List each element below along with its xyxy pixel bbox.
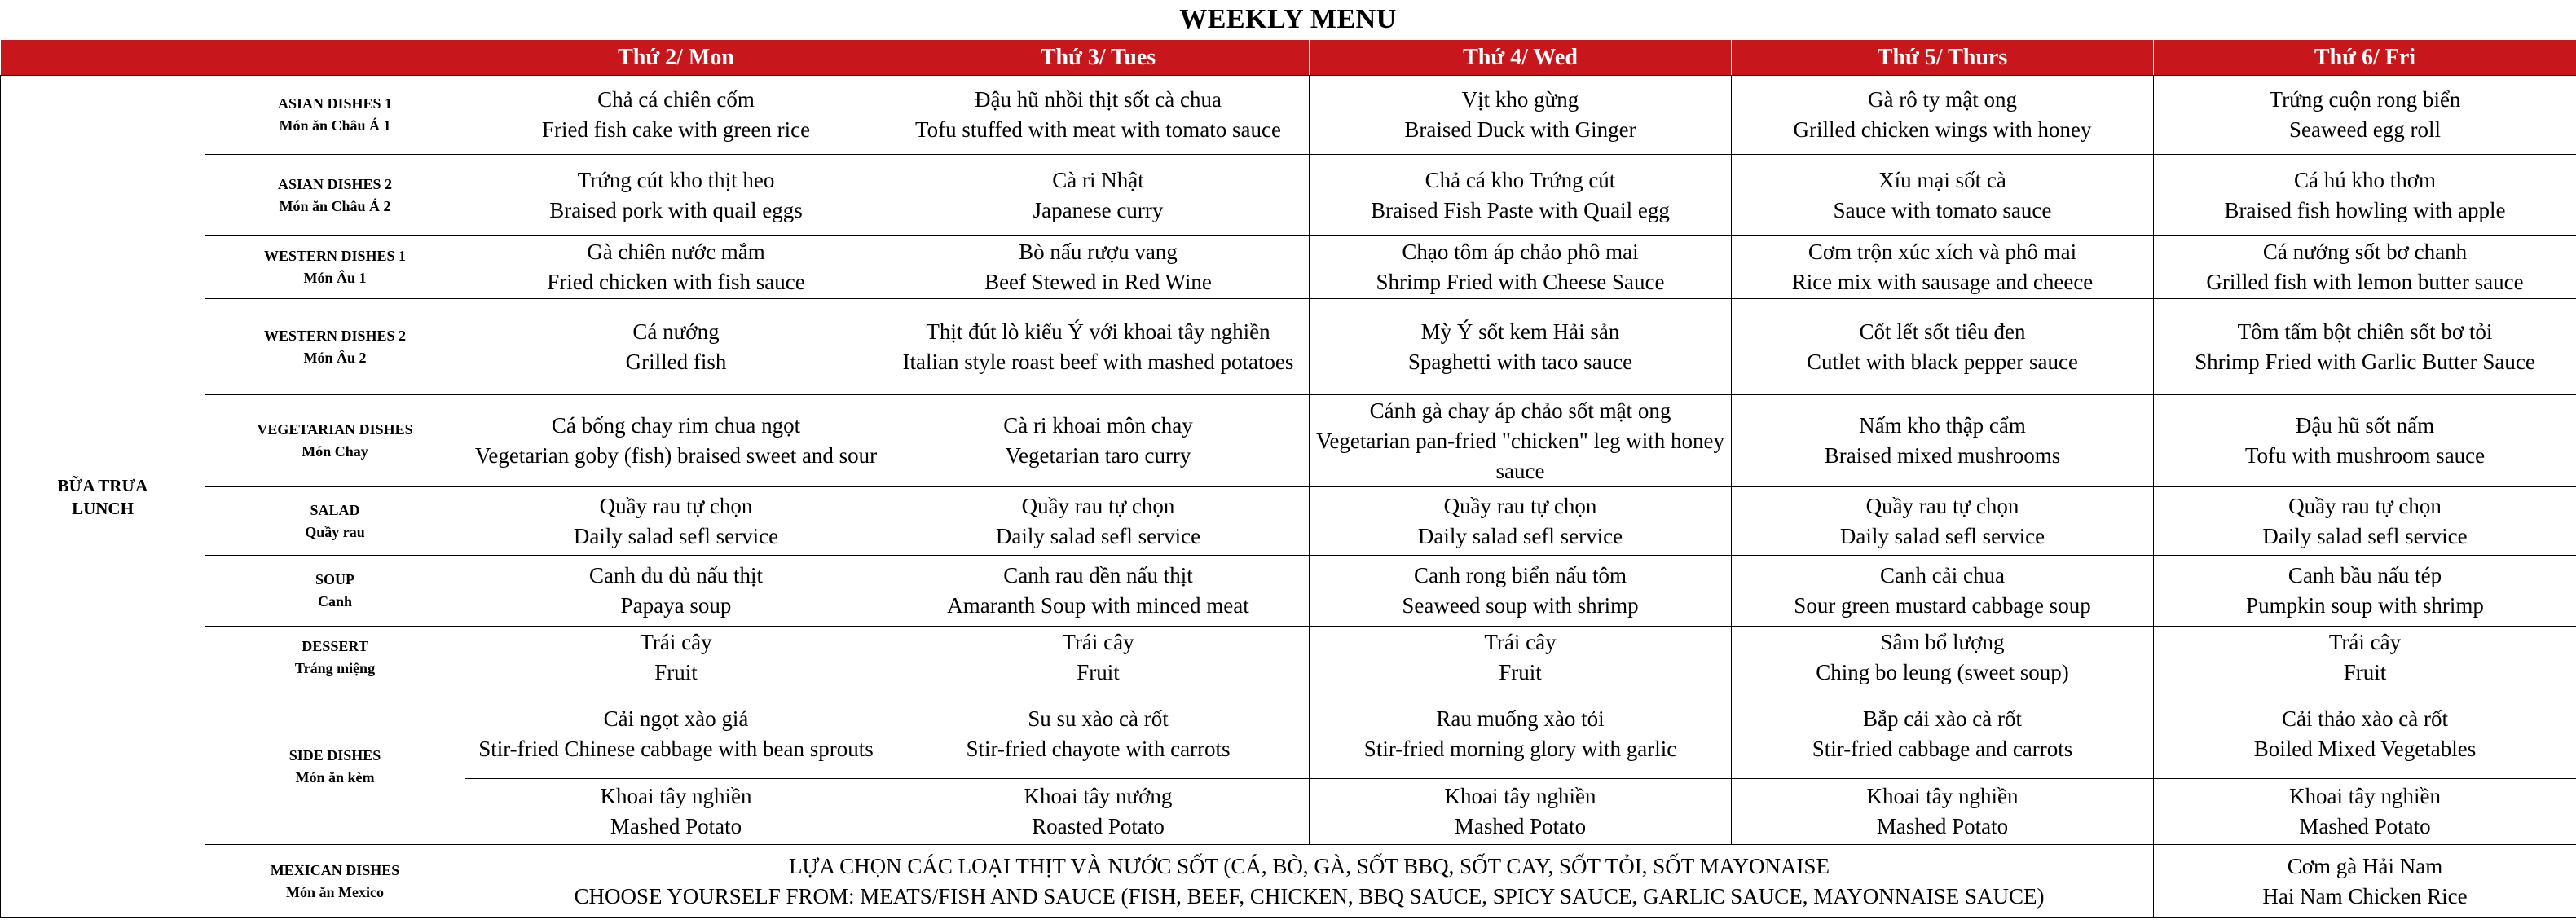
category-en: VEGETARIAN DISHES <box>257 421 413 438</box>
dish-vi: Cải ngọt xào giá <box>603 706 749 731</box>
dish-cell <box>465 299 887 395</box>
menu-row-salad <box>1 487 2576 556</box>
dish-en: Amaranth Soup with minced meat <box>947 593 1249 618</box>
dish-cell <box>2154 845 2576 918</box>
dish-cell <box>2154 236 2576 299</box>
dish-cell <box>2154 395 2576 487</box>
dish-en: Mashed Potato <box>1876 814 2009 838</box>
dish-en: Hai Nam Chicken Rice <box>2262 883 2468 909</box>
dish-en: Italian style roast beef with mashed potatoes <box>902 349 1294 374</box>
dish-en: Vegetarian pan-fried "chicken" leg with honey sauce <box>1315 428 1725 483</box>
dish-en: Braised fish howling with apple <box>2224 197 2506 222</box>
dish-vi: Cà ri Nhật <box>1052 167 1144 192</box>
dish-cell <box>887 76 1310 155</box>
dish-cell <box>887 556 1310 627</box>
dish-vi: Canh bầu nấu tép <box>2288 563 2442 587</box>
dish-vi: Tôm tẩm bột chiên sốt bơ tỏi <box>2237 319 2493 344</box>
dish-cell <box>887 779 1310 845</box>
category-cell <box>205 487 465 556</box>
category-en: MEXICAN DISHES <box>270 861 400 878</box>
category-cell <box>205 299 465 395</box>
dish-vi: Cá nướng <box>632 319 720 344</box>
dish-en: Sour green mustard cabbage soup <box>1794 593 2091 618</box>
dish-vi: Rau muống xào tỏi <box>1436 706 1605 731</box>
dish-cell <box>887 627 1310 689</box>
dish-cell <box>1732 779 2154 845</box>
dish-vi: Trứng cút kho thịt heo <box>577 167 775 192</box>
dish-cell <box>1310 779 1732 845</box>
menu-row-western-1 <box>1 236 2576 299</box>
day-header-thu: Thứ 5/ Thurs <box>1732 40 2154 76</box>
dish-cell <box>1732 236 2154 299</box>
category-vi: Món ăn kèm <box>295 769 375 785</box>
dish-vi: Gà rô ty mật ong <box>1868 87 2017 112</box>
dish-cell <box>1732 627 2154 689</box>
dish-cell <box>1310 487 1732 556</box>
dish-en: Braised mixed mushrooms <box>1824 443 2061 468</box>
dish-vi: Trái cây <box>640 630 712 654</box>
dish-cell <box>2154 556 2576 627</box>
dish-vi: Cơm gà Hải Nam <box>2287 853 2443 878</box>
dish-cell <box>465 487 887 556</box>
dish-cell <box>1732 487 2154 556</box>
dish-en: Mashed Potato <box>1454 814 1587 838</box>
mexican-merged-vi: LỰA CHỌN CÁC LOẠI THỊT VÀ NƯỚC SỐT (CÁ, BÒ, GÀ, SỐT BBQ, SỐT CAY, SỐT TỎI, SỐT MAYONAISE <box>788 853 1830 878</box>
menu-row-dessert <box>1 627 2576 689</box>
dish-cell <box>465 627 887 689</box>
category-cell <box>205 627 465 689</box>
dish-cell <box>1732 76 2154 155</box>
dish-vi: Trái cây <box>1484 630 1557 654</box>
dish-vi: Canh cải chua <box>1880 563 2005 587</box>
dish-en: Stir-fried cabbage and carrots <box>1812 736 2073 761</box>
dish-en: Pumpkin soup with shrimp <box>2246 593 2484 618</box>
dish-vi: Quầy rau tự chọn <box>1021 493 1175 518</box>
dish-en: Boiled Mixed Vegetables <box>2253 736 2477 761</box>
dish-en: Stir-fried chayote with carrots <box>966 736 1231 761</box>
dish-vi: Chạo tôm áp chảo phô mai <box>1402 240 1639 264</box>
category-vi: Món Âu 2 <box>303 349 367 366</box>
dish-en: Mashed Potato <box>2299 814 2431 838</box>
category-cell <box>205 556 465 627</box>
dish-vi: Đậu hũ nhồi thịt sốt cà chua <box>975 87 1222 112</box>
dish-cell <box>465 395 887 487</box>
dish-cell <box>887 395 1310 487</box>
dish-en: Braised Fish Paste with Quail egg <box>1371 197 1670 222</box>
day-header-fri: Thứ 6/ Fri <box>2154 40 2576 76</box>
dish-vi: Khoai tây nghiền <box>2289 784 2441 808</box>
category-en: SOUP <box>315 571 354 587</box>
dish-cell <box>2154 779 2576 845</box>
dish-en: Braised Duck with Ginger <box>1404 117 1636 142</box>
dish-en: Ching bo leung (sweet soup) <box>1816 660 2069 684</box>
dish-cell <box>1310 299 1732 395</box>
dish-en: Braised pork with quail eggs <box>549 197 803 222</box>
menu-title: WEEKLY MENU <box>1179 4 1397 34</box>
dish-cell <box>2154 299 2576 395</box>
dish-cell <box>2154 76 2576 155</box>
dish-cell <box>465 76 887 155</box>
category-vi: Canh <box>317 593 353 609</box>
dish-cell <box>887 487 1310 556</box>
dish-vi: Trái cây <box>2328 630 2402 654</box>
dish-en: Vegetarian goby (fish) braised sweet and sour <box>474 443 878 468</box>
dish-en: Vegetarian taro curry <box>1005 443 1191 468</box>
dish-vi: Khoai tây nghiền <box>1444 784 1596 808</box>
dish-vi: Mỳ Ý sốt kem Hải sản <box>1420 319 1620 344</box>
dish-cell <box>1732 299 2154 395</box>
dish-en: Roasted Potato <box>1032 814 1165 838</box>
dish-cell <box>1732 556 2154 627</box>
category-cell <box>205 395 465 487</box>
category-cell <box>205 236 465 299</box>
dish-en: Japanese curry <box>1033 197 1164 222</box>
category-en: ASIAN DISHES 2 <box>277 175 393 192</box>
menu-row-asian-2 <box>1 155 2576 236</box>
category-vi: Quầy rau <box>305 523 365 540</box>
dish-vi: Quầy rau tự chọn <box>1865 493 2019 518</box>
dish-en: Daily salad sefl service <box>995 523 1201 548</box>
dish-en: Shrimp Fried with Cheese Sauce <box>1376 270 1665 294</box>
category-en: SALAD <box>310 501 360 518</box>
dish-cell <box>465 155 887 236</box>
category-cell <box>205 689 465 845</box>
category-cell <box>205 845 465 918</box>
dish-vi: Canh rau dền nấu thịt <box>1003 563 1193 587</box>
dish-en: Sauce with tomato sauce <box>1833 197 2052 222</box>
dish-vi: Đậu hũ sốt nấm <box>2295 413 2435 438</box>
dish-en: Fruit <box>1077 660 1120 684</box>
dish-en: Daily salad sefl service <box>2262 523 2468 548</box>
dish-en: Stir-fried morning glory with garlic <box>1363 736 1677 761</box>
dish-vi: Khoai tây nghiền <box>1866 784 2019 808</box>
dish-en: Fruit <box>1499 660 1542 684</box>
dish-en: Grilled fish with lemon butter sauce <box>2206 270 2524 294</box>
category-cell <box>205 76 465 155</box>
dish-cell <box>465 689 887 779</box>
dish-cell <box>1310 76 1732 155</box>
menu-row-side-1 <box>1 689 2576 779</box>
day-header-wed: Thứ 4/ Wed <box>1310 40 1732 76</box>
day-header-mon: Thứ 2/ Mon <box>465 40 887 76</box>
dish-vi: Xíu mại sốt cà <box>1878 167 2006 192</box>
menu-row-vegetarian <box>1 395 2576 487</box>
category-cell <box>205 155 465 236</box>
dish-vi: Quầy rau tự chọn <box>1443 493 1597 518</box>
dish-cell <box>1310 155 1732 236</box>
dish-cell <box>1732 395 2154 487</box>
meal-label-en: LUNCH <box>72 498 134 518</box>
dish-cell <box>887 236 1310 299</box>
dish-cell <box>887 299 1310 395</box>
mexican-merged-en: CHOOSE YOURSELF FROM: MEATS/FISH AND SAUCE (FISH, BEEF, CHICKEN, BBQ SAUCE, SPICY SAUCE, GARLIC SAUCE, MAYONNAISE SAUCE) <box>574 883 2045 909</box>
dish-vi: Trứng cuộn rong biển <box>2269 87 2461 112</box>
dish-vi: Chả cá chiên cốm <box>597 87 755 112</box>
dish-cell <box>465 236 887 299</box>
header-blank-meal <box>1 40 205 76</box>
dish-en: Daily salad sefl service <box>1417 523 1623 548</box>
mexican-merged-cell <box>465 845 2154 918</box>
dish-vi: Cốt lết sốt tiêu đen <box>1859 319 2026 344</box>
dish-cell <box>1310 556 1732 627</box>
category-vi: Món ăn Châu Á 1 <box>279 117 391 134</box>
dish-cell <box>2154 155 2576 236</box>
dish-vi: Cà ri khoai môn chay <box>1003 413 1193 438</box>
category-vi: Món Chay <box>302 443 368 460</box>
category-en: WESTERN DISHES 1 <box>263 248 407 264</box>
dish-en: Spaghetti with taco sauce <box>1407 349 1633 374</box>
dish-vi: Bò nấu rượu vang <box>1019 240 1178 264</box>
menu-row-asian-1 <box>1 76 2576 155</box>
dish-cell <box>2154 689 2576 779</box>
dish-en: Shrimp Fried with Garlic Butter Sauce <box>2195 349 2535 374</box>
dish-en: Seaweed egg roll <box>2289 117 2441 142</box>
dish-vi: Bắp cải xào cà rốt <box>1863 706 2022 731</box>
dish-cell <box>1732 689 2154 779</box>
dish-cell <box>1310 627 1732 689</box>
dish-vi: Cải thảo xào cà rốt <box>2282 706 2448 731</box>
dish-vi: Quầy rau tự chọn <box>2288 493 2442 518</box>
menu-row-soup <box>1 556 2576 627</box>
dish-en: Cutlet with black pepper sauce <box>1807 349 2078 374</box>
category-vi: Tráng miệng <box>294 660 376 676</box>
dish-en: Fruit <box>654 660 698 684</box>
dish-vi: Cá bống chay rim chua ngọt <box>551 413 801 438</box>
dish-vi: Khoai tây nướng <box>1024 784 1173 808</box>
dish-en: Daily salad sefl service <box>1839 523 2045 548</box>
menu-row-mexican <box>1 845 2576 918</box>
category-en: ASIAN DISHES 1 <box>277 95 393 112</box>
dish-en: Grilled fish <box>625 349 727 374</box>
dish-cell <box>887 155 1310 236</box>
category-en: SIDE DISHES <box>288 747 381 763</box>
dish-en: Grilled chicken wings with honey <box>1793 117 2092 142</box>
dish-cell <box>1732 155 2154 236</box>
dish-en: Daily salad sefl service <box>573 523 779 548</box>
dish-cell <box>2154 627 2576 689</box>
meal-label-vi: BỮA TRƯA <box>57 475 148 495</box>
dish-en: Seaweed soup with shrimp <box>1402 593 1639 618</box>
category-vi: Món ăn Châu Á 2 <box>279 197 391 214</box>
dish-en: Tofu stuffed with meat with tomato sauce <box>914 117 1281 142</box>
dish-vi: Sâm bổ lượng <box>1880 630 2005 654</box>
dish-vi: Thịt đút lò kiểu Ý với khoai tây nghiền <box>926 319 1270 344</box>
dish-cell <box>1310 236 1732 299</box>
dish-vi: Quầy rau tự chọn <box>599 493 753 518</box>
dish-vi: Cá nướng sốt bơ chanh <box>2262 240 2468 264</box>
dish-vi: Gà chiên nước mắm <box>587 240 765 264</box>
dish-en: Stir-fried Chinese cabbage with bean sprouts <box>478 736 874 761</box>
dish-vi: Vịt kho gừng <box>1461 87 1579 112</box>
dish-en: Tofu with mushroom sauce <box>2244 443 2486 468</box>
dish-en: Beef Stewed in Red Wine <box>984 270 1212 294</box>
dish-vi: Canh đu đủ nấu thịt <box>589 563 763 587</box>
dish-cell <box>465 556 887 627</box>
dish-en: Mashed Potato <box>610 814 742 838</box>
dish-en: Rice mix with sausage and cheece <box>1791 270 2094 294</box>
dish-cell <box>2154 487 2576 556</box>
meal-label <box>1 76 205 918</box>
dish-vi: Cá hú kho thơm <box>2293 167 2437 192</box>
dish-vi: Nấm kho thập cẩm <box>1859 413 2026 438</box>
dish-vi: Trái cây <box>1062 630 1134 654</box>
dish-en: Fried chicken with fish sauce <box>547 270 805 294</box>
dish-en: Papaya soup <box>620 593 732 618</box>
dish-vi: Cánh gà chay áp chảo sốt mật ong <box>1369 398 1671 423</box>
day-header-tue: Thứ 3/ Tues <box>887 40 1310 76</box>
header-blank-category <box>205 40 465 76</box>
dish-en: Fried fish cake with green rice <box>541 117 811 142</box>
category-en: DESSERT <box>302 638 368 654</box>
category-vi: Món Âu 1 <box>303 270 367 286</box>
dish-cell <box>465 779 887 845</box>
dish-cell <box>1310 689 1732 779</box>
menu-table <box>0 39 2576 918</box>
header-row <box>1 40 2576 76</box>
menu-row-western-2 <box>1 299 2576 395</box>
dish-vi: Khoai tây nghiền <box>600 784 752 808</box>
dish-en: Fruit <box>2343 660 2387 684</box>
dish-vi: Cơm trộn xúc xích và phô mai <box>1808 240 2077 264</box>
dish-vi: Canh rong biển nấu tôm <box>1414 563 1627 587</box>
dish-cell <box>1310 395 1732 487</box>
dish-vi: Chả cá kho Trứng cút <box>1425 167 1616 192</box>
dish-cell <box>887 689 1310 779</box>
category-vi: Món ăn Mexico <box>286 883 384 900</box>
category-en: WESTERN DISHES 2 <box>263 327 407 344</box>
dish-vi: Su su xào cà rốt <box>1028 706 1169 731</box>
